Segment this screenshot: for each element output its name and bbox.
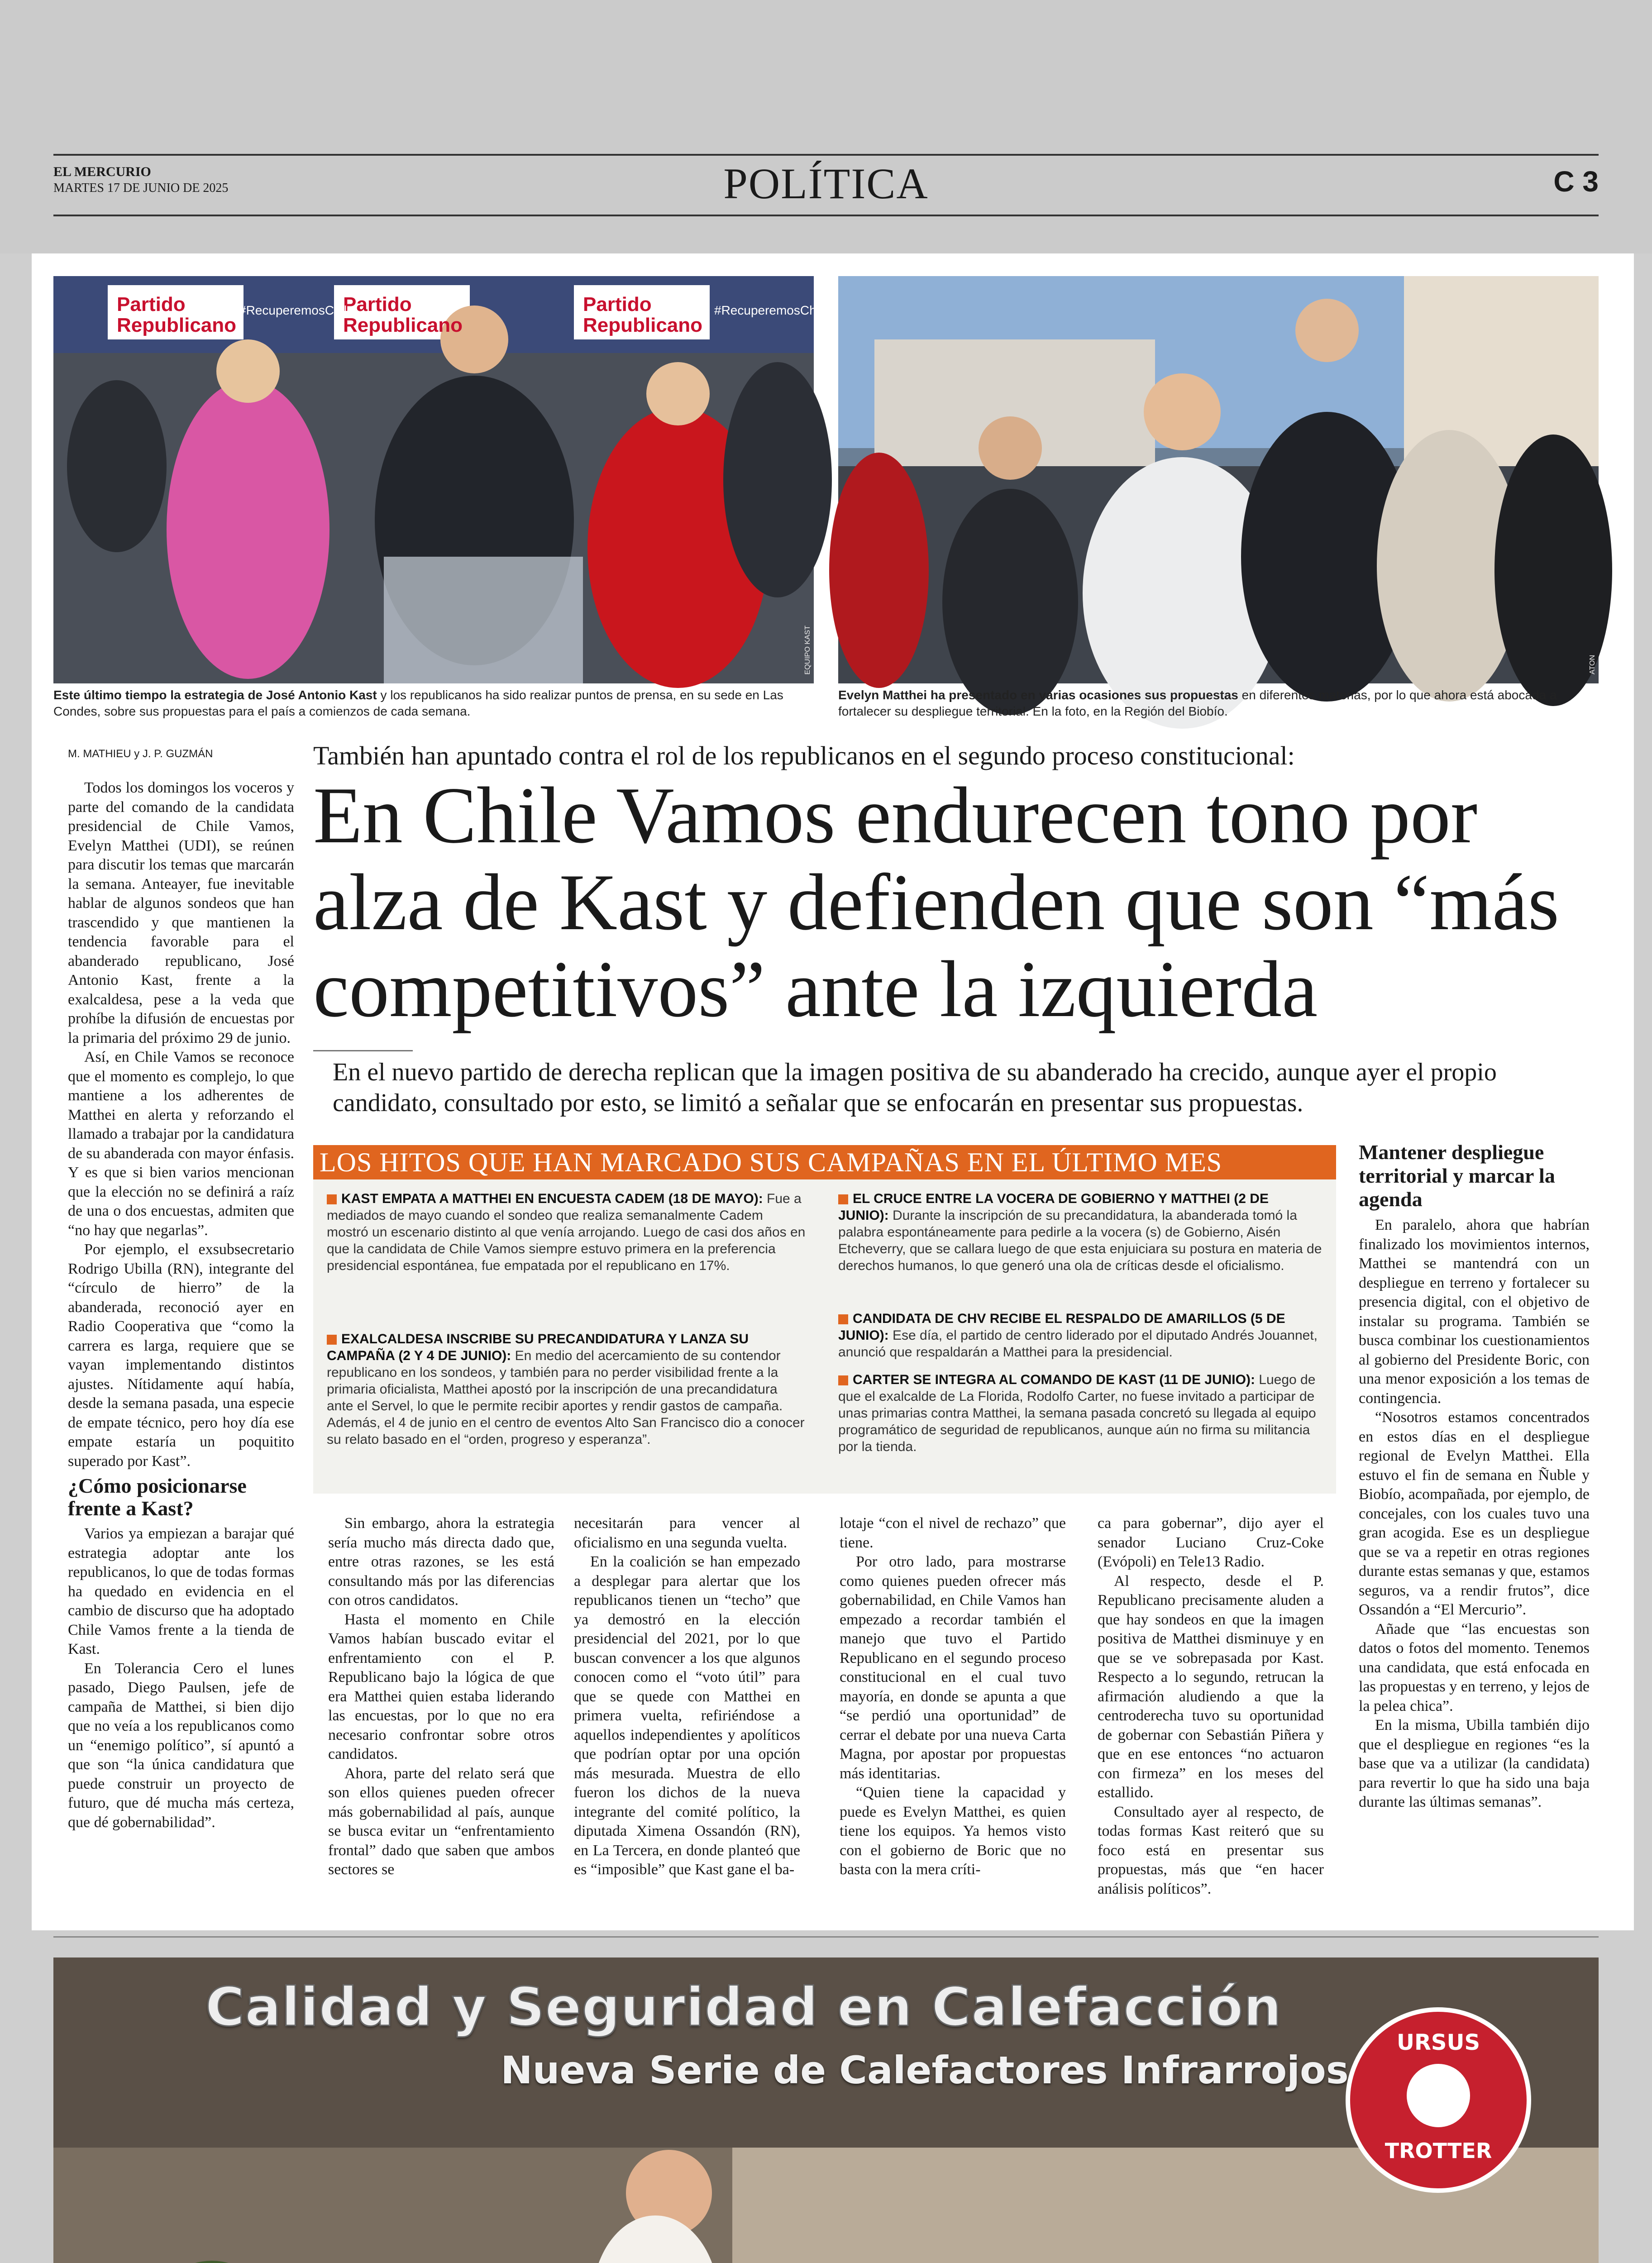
- col4-para: Por otro lado, para mostrarse como quienes pueden ofrecer más gobernabilidad, en Chile Vamos han empezado a recordar también el manejo que tuvo el Partido Republicano en el segundo proceso constitucional en el cual tuvo mayoría, en donde se apunta a que “se perdió una oportunidad” de cerrar el debate por una nueva Carta Magna, por apostar por propuestas más identitarias.: [840, 1553, 1066, 1782]
- logo-top-text: URSUS: [1396, 2030, 1480, 2055]
- col4-para: lotaje “con el nivel de rechazo” que tiene.: [840, 1515, 1066, 1551]
- bullet-square-icon: [838, 1194, 848, 1204]
- col1-para: Así, en Chile Vamos se reconoce que el momento es complejo, lo que mantiene a los adherentes de Matthei en alerta y reforzando el llamado a trabajar por la candidatura de su abanderada con mayor énfasis. Y es que si bien varios mencionan que la elección no se definirá a raíz de una o dos encuestas, admiten que “no hay que negarlas”.: [68, 1049, 294, 1239]
- col1-para: Por ejemplo, el exsubsecretario Rodrigo Ubilla (RN), integrante del “círculo de hierro” de la abanderada, reconoció ayer en Radio Cooperativa que “como la carrera es larga, requiere que se vayan implementando distintos ajustes. Nítidamente aquí había, desde la semana pasada, una especie de empate técnico, pero hoy día ese empate estaría un poquitito superado por Kast”.: [68, 1241, 294, 1470]
- masthead: [53, 154, 1599, 216]
- caption-matthei-bold: Evelyn Matthei ha presentado en varias ocasiones sus propuestas: [838, 688, 1238, 702]
- column-side: [1359, 1141, 1590, 1812]
- hito-head: CANDIDATA DE CHV RECIBE EL RESPALDO DE AMARILLOS (5 DE JUNIO):: [838, 1311, 1285, 1343]
- col5-para: ca para gobernar”, dijo ayer el senador Luciano Cruz-Coke (Evópoli) en Tele13 Radio.: [1098, 1515, 1324, 1570]
- hito-body: Ese día, el partido de centro liderado por el diputado Andrés Jouannet, anunció que respaldarán a Matthei para la presidencial.: [838, 1328, 1318, 1360]
- col1-subhead: ¿Cómo posicionarse frente a Kast?: [68, 1474, 247, 1520]
- logo-bottom-text: TROTTER: [1385, 2139, 1492, 2163]
- hito-body: En medio del acercamiento de su contendor republicano en los sondeos, y también para no perder visibilidad frente a la primaria oficialista, Matthei apostó por la inscripción de una precandidatura ante el Servel, lo que le permite recibir aportes y rendir gastos de campaña. Además, el 4 de junio en el centro de eventos Alto San Francisco dio a conocer su relato basado en el “orden, progreso y esperanza”.: [327, 1348, 805, 1447]
- hito-item: [327, 1331, 807, 1448]
- section-divider: [53, 1936, 1599, 1938]
- ad-subtitle: Nueva Serie de Calefactores Infrarrojos: [501, 2048, 1349, 2092]
- photo-kast: [53, 276, 829, 683]
- col2-para: Hasta el momento en Chile Vamos habían buscado evitar el enfrentamiento con el P. Republicano bajo la lógica de que era Matthei quien estaba liderando las encuestas, por lo que no era necesario confrontar sobre otros candidatos.: [328, 1611, 554, 1762]
- side-para: En paralelo, ahora que habrían finalizado los movimientos internos, Matthei se mantendrá con un despliegue en terreno y fortalecer su presencia digital, con el objetivo de instalar su programa. También se busca combinar los cuestionamientos al gobierno del Presidente Boric, con una menor exposición a los temas de contingencia.: [1359, 1217, 1590, 1407]
- col1-para: En Tolerancia Cero el lunes pasado, Diego Paulsen, jefe de campaña de Matthei, si bien dijo que no veía a los republicanos como un “enemigo político”, sí apuntó a que son “la única candidatura que puede construir un proyecto de futuro, que dé mucha más certeza, que dé gobernabilidad”.: [68, 1660, 294, 1831]
- ad-title: Calidad y Seguridad en Calefacción: [205, 1976, 1282, 2038]
- advertisement: [53, 1957, 1599, 2263]
- banner-text-2: Partido Republicano: [343, 293, 463, 336]
- hito-body: Fue a mediados de mayo cuando el sondeo que realiza semanalmente Cadem mostró un escenario distinto al que venía arrojando. Luego de casi dos años en que la candidata de Chile Vamos siempre estuvo primera en la preferencia presidencial espontánea, fue empatada por el republicano en 17%.: [327, 1191, 806, 1273]
- hito-head: EL CRUCE ENTRE LA VOCERA DE GOBIERNO Y MATTHEI (2 DE JUNIO):: [838, 1191, 1269, 1223]
- banner-hashtag: #RecuperemosChile: [239, 303, 354, 317]
- hitos-title: LOS HITOS QUE HAN MARCADO SUS CAMPAÑAS EN EL ÚLTIMO MES: [313, 1145, 1336, 1179]
- side-para: En la misma, Ubilla también dijo que el despliegue en regiones “es la base que va a utilizar (la candidata) para revertir lo que ha sido una baja durante las últimas semanas”.: [1359, 1717, 1590, 1810]
- side-subhead: Mantener despliegue territorial y marcar la agenda: [1359, 1141, 1555, 1211]
- photo-matthei: [838, 276, 1599, 683]
- hito-head: EXALCALDESA INSCRIBE SU PRECANDIDATURA Y LANZA SU CAMPAÑA (2 Y 4 DE JUNIO):: [327, 1332, 749, 1363]
- col4-para: “Quien tiene la capacidad y puede es Evelyn Matthei, es quien tiene los equipos. Ya hemos visto con el gobierno de Boric que no basta con la mera críti-: [840, 1784, 1066, 1878]
- col1-para: Todos los domingos los voceros y parte del comando de la candidata presidencial de Chile Vamos, Evelyn Matthei (UDI), se reúnen para discutir los temas que marcarán la semana. Anteayer, fue inevitable hablar de algunos sondeos que han trascendido y que mantienen la tendencia favorable para el abanderado republicano, José Antonio Kast, frente a la exalcaldesa, pese a la veda que prohíbe la difusión de encuestas por la primaria del próximo 29 de junio.: [68, 779, 294, 1046]
- bullet-square-icon: [327, 1194, 337, 1204]
- side-para: “Nosotros estamos concentrados en estos días en el despliegue regional de Evelyn Matthei. Ella estuvo el fin de semana en Ñuble y Biobío, acompañada, por ejemplo, de concejales, con los cuales tuvo una gran acogida. Ese es un despliegue que se va a repetir en otras regiones durante estas semanas y que, estamos seguros, va a rendir frutos”, dice Ossandón a “El Mercurio”.: [1359, 1409, 1590, 1618]
- byline: M. MATHIEU y J. P. GUZMÁN: [68, 748, 213, 760]
- column-4: [840, 1514, 1066, 1880]
- caption-kast-rest: y los republicanos ha sido realizar puntos de prensa, en su sede en Las Condes, sobre sus propuestas para el país a comienzos de cada semana.: [53, 688, 783, 718]
- hito-item: [838, 1190, 1323, 1274]
- bear-icon: [1407, 2064, 1470, 2127]
- col2-para: Ahora, parte del relato será que son ellos quienes pueden ofrecer más gobernabilidad al país, aunque se busca evitar un “enfrentamiento frontal” dado que saben que ambos sectores se: [328, 1765, 554, 1878]
- photo-matthei-illustration: [838, 276, 1599, 683]
- bullet-square-icon: [327, 1335, 337, 1345]
- headline: En Chile Vamos endurecen tono por alza de Kast y defienden que son “más competitivos” ante la izquierda: [313, 770, 1560, 1034]
- bullet-square-icon: [838, 1314, 848, 1324]
- column-2: [328, 1514, 554, 1880]
- issue-date: MARTES 17 DE JUNIO DE 2025: [53, 181, 229, 195]
- deck: En el nuevo partido de derecha replican que la imagen positiva de su abanderado ha crecido, aunque ayer el propio candidato, consultado por esto, se limitó a señalar que se enfocarán en presentar sus propuestas.: [333, 1058, 1497, 1117]
- deck-divider: [313, 1050, 413, 1051]
- col5-para: Consultado ayer al respecto, de todas formas Kast reiteró que su foco está en presentar sus propuestas, más que “en hacer análisis políticos”.: [1098, 1803, 1324, 1897]
- caption-matthei-rest: en diferentes materias, por lo que ahora está abocada a fortalecer su despliegue territorial. En la foto, en la Región del Biobío.: [838, 688, 1557, 718]
- hito-head: KAST EMPATA A MATTHEI EN ENCUESTA CADEM (18 DE MAYO):: [341, 1191, 763, 1206]
- col1-para: Varios ya empiezan a barajar qué estrategia adoptar ante los republicanos, lo que de todas formas ha quedado en evidencia en el cambio de discurso que ha adoptado Chile Vamos frente a la tienda de Kast.: [68, 1525, 294, 1657]
- caption-matthei: [838, 687, 1599, 720]
- hito-item: [838, 1371, 1323, 1455]
- photo-kast-illustration: [53, 276, 814, 683]
- kicker: También han apuntado contra el rol de los republicanos en el segundo proceso constitucional:: [313, 741, 1295, 770]
- hitos-box: [313, 1145, 1336, 1494]
- hito-head: CARTER SE INTEGRA AL COMANDO DE KAST (11 DE JUNIO):: [853, 1372, 1255, 1387]
- hito-item: [838, 1310, 1323, 1361]
- banner-hashtag-2: #RecuperemosChile: [714, 303, 829, 317]
- photo-credit-left: EQUIPO KAST: [804, 625, 812, 674]
- col2-para: Sin embargo, ahora la estrategia sería mucho más directa dado que, entre otras razones, se les está consultando más por las diferencias con otros candidatos.: [328, 1515, 554, 1609]
- banner-text-3: Partido Republicano: [583, 293, 703, 336]
- caption-kast-bold: Este último tiempo la estrategia de José Antonio Kast: [53, 688, 377, 702]
- page-number: C 3: [1553, 165, 1599, 198]
- hito-body: Luego de que el exalcalde de La Florida, Rodolfo Carter, no fuese invitado a participar de unas primarias contra Matthei, la semana pasada concretó su llegada al equipo programático de seguridad de republicanos, aunque aún no firma su militancia por la tienda.: [838, 1372, 1316, 1454]
- hito-body: Durante la inscripción de su precandidatura, la abanderada tomó la palabra espontáneamente para pedirle a la vocera (s) de Gobierno, Aisén Etcheverry, que se callara luego de que esta enjuiciara su postura en materia de derechos humanos, lo que generó una ola de críticas desde el oficialismo.: [838, 1208, 1322, 1273]
- column-3: [574, 1514, 800, 1880]
- bullet-square-icon: [838, 1375, 848, 1385]
- banner-text: Partido Republicano: [117, 293, 237, 336]
- paper-name: EL MERCURIO: [53, 164, 151, 179]
- col3-para: En la coalición se han empezado a desplegar para alertar que los republicanos tienen un “techo” que ya demostró en la elección presidencial del 2021, por lo que buscan convencer a los que algunos conocen como el “voto útil” para que se quede con Matthei en primera vuelta, refiriéndose a aquellos independientes y apolíticos que podrían optar por una opción más mesurada. Muestra de ello fueron los dichos de la nueva integrante del comité político, la diputada Ximena Ossandón (RN), en La Tercera, en donde planteó que es “imposible” que Kast gane el ba-: [574, 1553, 800, 1878]
- caption-kast: [53, 687, 814, 720]
- side-para: Añade que “las encuestas son datos o fotos del momento. Tenemos una candidata, que está enfocada en las propuestas y en terreno, y lejos de la pelea chica”.: [1359, 1620, 1590, 1714]
- ursus-trotter-logo: [1346, 2007, 1531, 2193]
- col5-para: Al respecto, desde el P. Republicano precisamente aluden a que hay sondeos en que la imagen positiva de Matthei disminuye y en que se ve sobrepasada por Kast. Respecto a lo segundo, retrucan la afirmación aludiendo a que la centroderecha tuvo su oportunidad de gobernar con Sebastián Piñera y que en ese entonces “no actuaron con firmeza” en los meses del estallido.: [1098, 1572, 1324, 1801]
- col3-para: necesitarán para vencer al oficialismo en una segunda vuelta.: [574, 1515, 800, 1551]
- photo-credit-right: ATON: [1589, 655, 1596, 674]
- section-title: POLÍTICA: [723, 159, 929, 208]
- column-5: [1098, 1514, 1324, 1899]
- column-1: [68, 778, 294, 1832]
- hito-item: [327, 1190, 807, 1274]
